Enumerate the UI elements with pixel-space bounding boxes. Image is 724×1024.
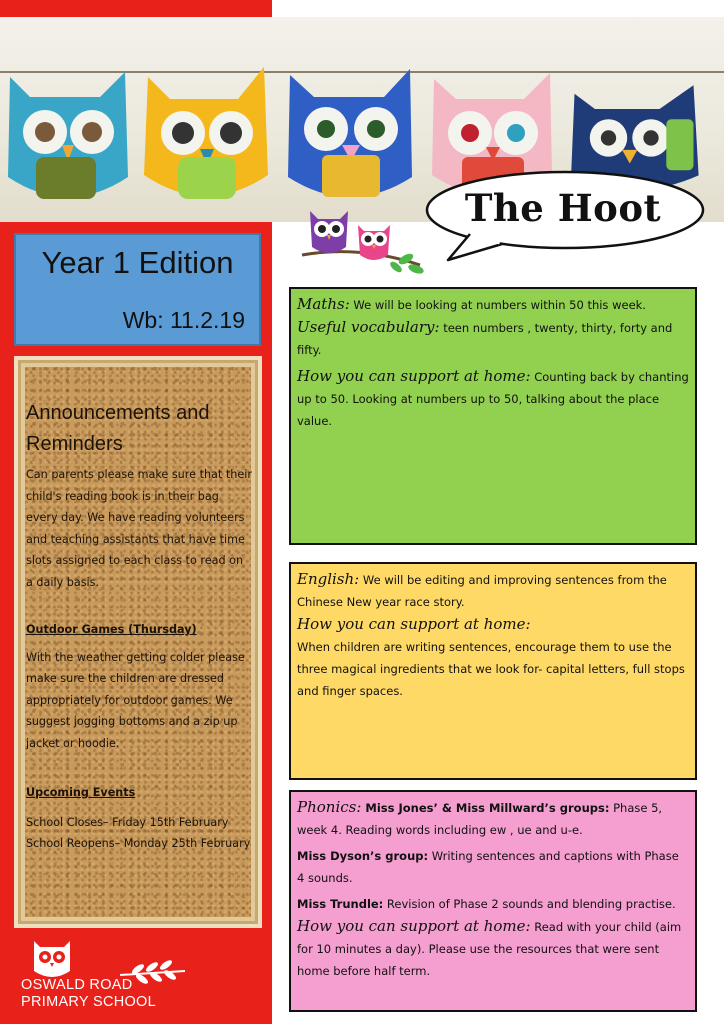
edition-box xyxy=(14,233,261,346)
phonics-group2-name: Miss Dyson’s group: xyxy=(297,849,429,863)
upcoming-events-heading: Upcoming Events xyxy=(26,786,136,799)
phonics-group1-name: Miss Jones’ & Miss Millward’s groups: xyxy=(361,801,610,815)
owl-blue-icon xyxy=(282,57,418,207)
english-support-text: When children are writing sentences, encourage them to use the three magical ingredients that we look for- capital letters, full stops and finger spaces. xyxy=(297,640,685,698)
phonics-group3-text: Revision of Phase 2 sounds and blending practise. xyxy=(383,897,676,911)
maths-support-label: How you can support at home: xyxy=(297,367,531,385)
event-item: School Reopens– Monday 25th February xyxy=(26,837,251,850)
maths-label: Maths: xyxy=(297,295,350,313)
cork-board xyxy=(14,356,262,928)
phonics-label: Phonics: xyxy=(297,798,362,816)
english-text: We will be editing and improving sentences from the Chinese New year race story. xyxy=(297,573,667,609)
event-item: School Closes– Friday 15th February xyxy=(26,815,229,829)
phonics-group2-text: Writing sentences and captions with Phase 4 sounds. xyxy=(297,849,679,885)
reading-reminder: Can parents please make sure that their child's reading book is in their bag every day. We have reading volunteers and teaching assistants that have time slots assigned to each class to read on a daily basis. xyxy=(26,468,252,589)
english-label: English: xyxy=(297,570,360,588)
phonics-group3-name: Miss Trundle: xyxy=(297,897,384,911)
vocabulary-text: teen numbers , twenty, thirty, forty and fifty. xyxy=(297,321,673,357)
phonics-support-label: How you can support at home: xyxy=(297,917,531,935)
english-box xyxy=(289,562,697,780)
announcements-heading: Announcements and Reminders xyxy=(26,402,210,455)
maths-box xyxy=(289,287,697,545)
school-name-line1: OSWALD ROAD xyxy=(21,977,133,993)
edition-title: Year 1 Edition xyxy=(41,245,234,280)
announcements-panel xyxy=(26,398,252,855)
owl-yellow-icon xyxy=(138,57,274,207)
outdoor-games-heading: Outdoor Games (Thursday) xyxy=(26,623,197,636)
newsletter-title: The Hoot xyxy=(464,186,662,230)
phonics-box xyxy=(289,790,697,1012)
outdoor-games-text: With the weather getting colder please make sure the children are dressed appropriately for outdoor games. We suggest jogging bottoms and a zip up jacket or hoodie. xyxy=(26,650,245,750)
week-date: Wb: 11.2.19 xyxy=(122,307,245,333)
owl-teal-icon xyxy=(0,57,136,207)
phonics-group1-text: Phase 5, week 4. Reading words including ew , ue and u-e. xyxy=(297,801,663,837)
cartoon-owls-icon xyxy=(300,205,430,285)
vocabulary-label: Useful vocabulary: xyxy=(297,318,440,336)
phonics-support-text: Read with your child (aim for 10 minutes a day). Please use the resources that were sent home before half term. xyxy=(297,920,682,978)
school-name-line2: PRIMARY SCHOOL xyxy=(21,994,157,1010)
english-support-label: How you can support at home: xyxy=(297,615,531,633)
maths-support-text: Counting back by chanting up to 50. Looking at numbers up to 50, talking about the place value. xyxy=(297,370,689,428)
maths-text: We will be looking at numbers within 50 this week. xyxy=(349,298,646,312)
